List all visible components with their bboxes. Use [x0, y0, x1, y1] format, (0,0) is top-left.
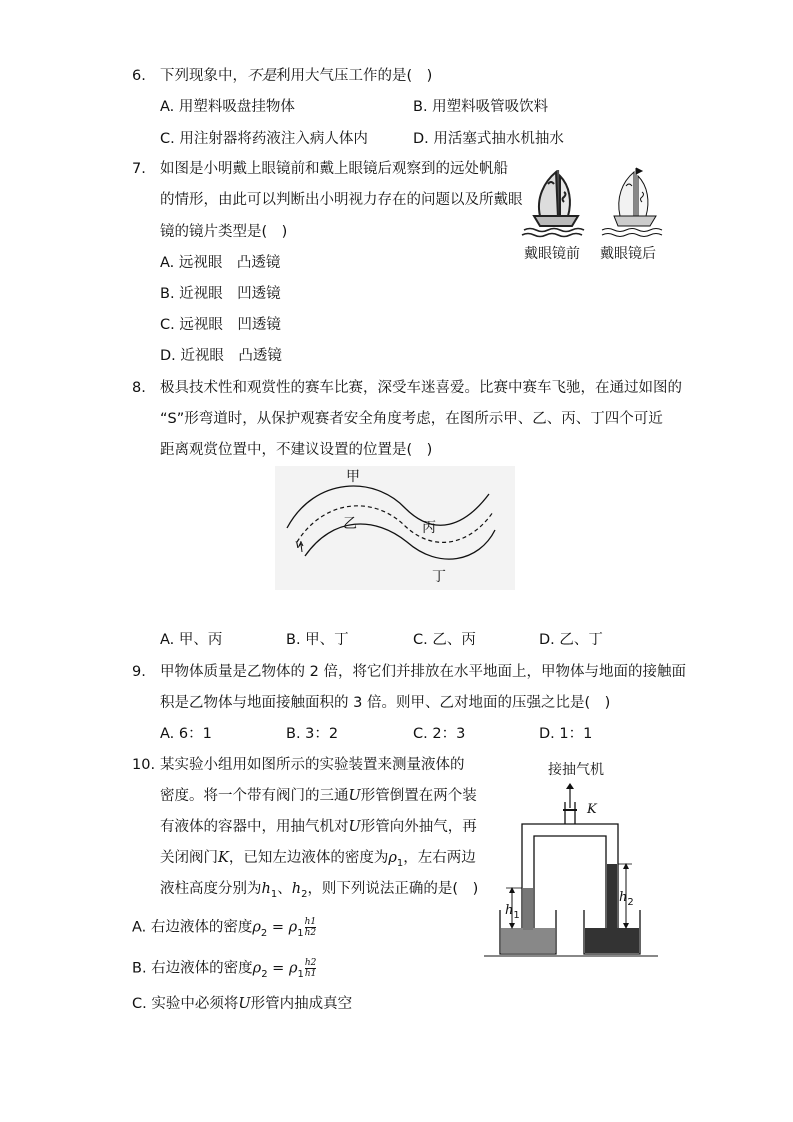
sailboat-blurry	[522, 170, 584, 237]
velocity-label: v	[295, 537, 302, 551]
option-d[interactable]: D. 用活塞式抽水机抽水	[413, 131, 564, 147]
valve-label: K	[587, 802, 597, 817]
option-c[interactable]: C. 乙、丙	[413, 632, 476, 648]
fraction: $\frac{h1}{h2}$	[304, 917, 317, 938]
question-number: 6.	[132, 68, 146, 84]
h1-label: $h_1$	[505, 903, 520, 921]
option-b[interactable]: B. 近视眼 凹透镜	[160, 286, 281, 302]
option-b[interactable]: B. 用塑料吸管吸饮料	[413, 99, 549, 115]
option-c[interactable]: C. 2：3	[413, 726, 466, 742]
option-a[interactable]: A. 远视眼 凸透镜	[160, 255, 281, 271]
option-d[interactable]: D. 乙、丁	[539, 632, 603, 648]
u-tube-apparatus	[480, 780, 660, 960]
option-a[interactable]: A. 甲、丙	[160, 632, 223, 648]
pump-label: 接抽气机	[548, 762, 604, 778]
h2-label: $h_2$	[619, 890, 634, 908]
sailboat-figure	[518, 164, 668, 244]
sailboat-clear	[602, 168, 662, 237]
question-stem-line: 某实验小组用如图所示的实验装置来测量液体的	[160, 757, 465, 773]
question-stem-line: 积是乙物体与地面接触面积的 3 倍。则甲、乙对地面的压强之比是( )	[160, 695, 611, 711]
question-stem-line: 液柱高度分别为$h_1$、$h_2$，则下列说法正确的是( )	[160, 881, 479, 900]
question-stem-line: 如图是小明戴上眼镜前和戴上眼镜后观察到的远处帆船	[160, 161, 508, 177]
option-a[interactable]: A. 6：1	[160, 726, 212, 742]
option-d[interactable]: D. 近视眼 凸透镜	[160, 348, 282, 364]
question-number: 8.	[132, 380, 146, 396]
fraction: $\frac{h2}{h1}$	[304, 958, 317, 979]
option-d[interactable]: D. 1：1	[539, 726, 593, 742]
question-number: 7.	[132, 161, 146, 177]
figure-caption: 戴眼镜后	[600, 246, 656, 262]
position-jia-label: 甲	[346, 469, 360, 485]
question-stem-line: 极具技术性和观赏性的赛车比赛，深受车迷喜爱。比赛中赛车飞驰，在通过如图的	[160, 380, 682, 396]
option-b[interactable]: B. 3：2	[286, 726, 339, 742]
position-ding-label: 丁	[432, 569, 446, 585]
option-b[interactable]: B. 甲、丁	[286, 632, 349, 648]
position-bing-label: 丙	[422, 520, 436, 536]
position-yi-label: 乙	[343, 516, 357, 532]
emphasis-text: 不是	[247, 68, 276, 84]
question-number: 9.	[132, 664, 146, 680]
option-c[interactable]: C. 用注射器将药液注入病人体内	[160, 131, 368, 147]
question-stem-line: 有液体的容器中，用抽气机对U形管向外抽气，再	[160, 819, 477, 835]
option-a[interactable]: A. 右边液体的密度$\rho_2 = \rho_1$ $\frac{h1}{h2}$	[132, 917, 317, 939]
question-stem-line: 甲物体质量是乙物体的 2 倍，将它们并排放在水平地面上，甲物体与地面的接触面	[160, 664, 686, 680]
question-stem-line: “S”形弯道时，从保护观赛者安全角度考虑，在图所示甲、乙、丙、丁四个可近	[160, 411, 663, 427]
question-stem-line: 镜的镜片类型是( )	[160, 224, 288, 240]
question-stem-line: 的情形，由此可以判断出小明视力存在的问题以及所戴眼	[160, 192, 523, 208]
question-stem-line: 距离观赏位置中，不建议设置的位置是( )	[160, 442, 433, 458]
s-track-figure	[275, 466, 515, 590]
option-c[interactable]: C. 远视眼 凹透镜	[160, 317, 281, 333]
question-stem: 下列现象中，不是利用大气压工作的是( )	[160, 68, 433, 84]
question-stem-line: 密度。将一个带有阀门的三通U形管倒置在两个装	[160, 788, 477, 804]
option-c[interactable]: C. 实验中必须将U形管内抽成真空	[132, 996, 353, 1012]
figure-caption: 戴眼镜前	[524, 246, 580, 262]
option-b[interactable]: B. 右边液体的密度$\rho_2 = \rho_1$ $\frac{h2}{h1}$	[132, 958, 317, 980]
question-number: 10.	[132, 757, 156, 773]
question-stem-line: 关闭阀门K，已知左边液体的密度为$\rho_1$，左右两边	[160, 850, 476, 869]
option-a[interactable]: A. 用塑料吸盘挂物体	[160, 99, 295, 115]
